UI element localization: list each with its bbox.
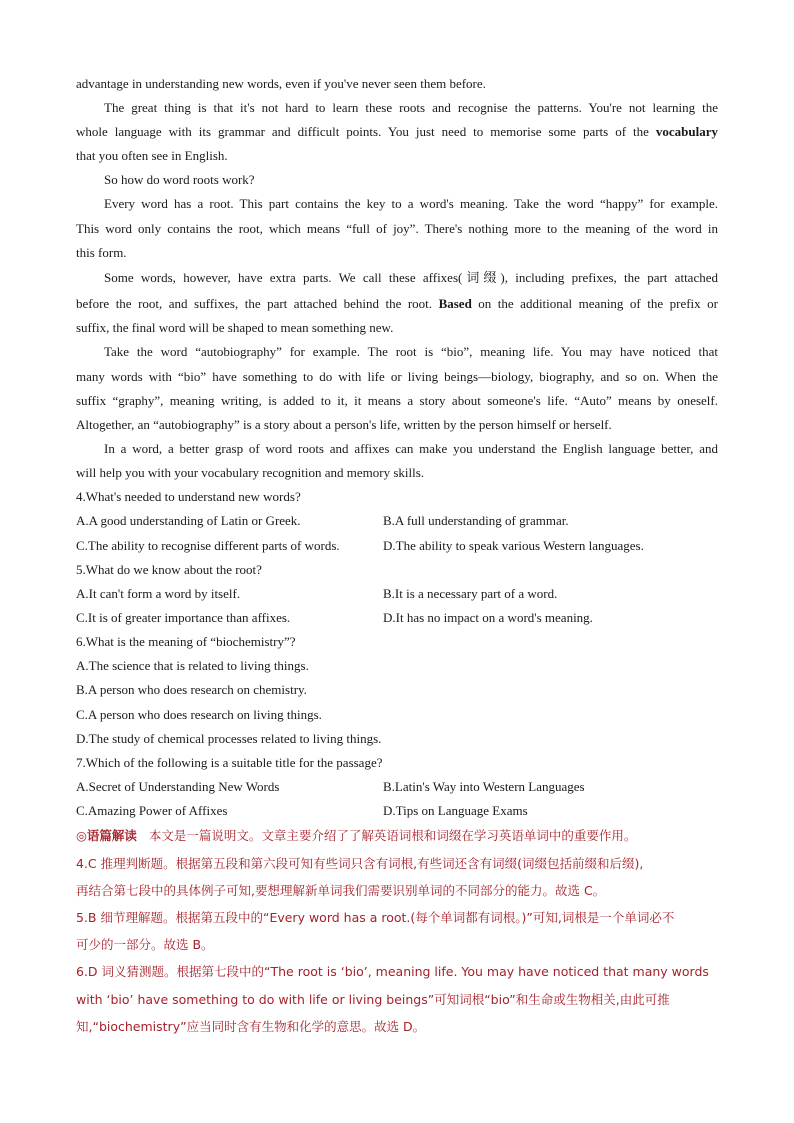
- analysis-line: 再结合第七段中的具体例子可知,要想理解新单词我们需要识别单词的不同部分的能力。故选 C。: [76, 883, 606, 898]
- passage-line: The great thing is that it's not hard to learn these roots and recognise the patterns. You're not learning the: [104, 100, 718, 115]
- answer-option: D.It has no impact on a word's meaning.: [383, 610, 593, 625]
- passage-line: Altogether, an “autobiography” is a story about a person's life, written by the person himself or herself.: [76, 417, 612, 432]
- analysis-line: 6.D 词义猜测题。根据第七段中的“The root is ‘bio’, meaning life. You may have noticed that many words: [76, 964, 709, 979]
- answer-option: A.It can't form a word by itself.: [76, 586, 241, 601]
- bold-word: vocabulary: [655, 124, 718, 139]
- passage-line: This word only contains the root, which means “full of joy”. There's nothing more to the meaning of the word in: [76, 221, 718, 236]
- answer-option: B.It is a necessary part of a word.: [383, 586, 558, 601]
- answer-option: C.Amazing Power of Affixes: [76, 803, 228, 818]
- passage-line: many words with “bio” have something to do with life or living beings—biology, biography, and so on. When the: [76, 369, 718, 384]
- answer-option: B.A full understanding of grammar.: [383, 513, 569, 528]
- analysis-line: 4.C 推理判断题。根据第五段和第六段可知有些词只含有词根,有些词还含有词缀(词缀包括前缀和后缀),: [76, 856, 644, 871]
- analysis-heading: [76, 827, 718, 845]
- analysis-summary: 本文是一篇说明文。文章主要介绍了了解英语词根和词缀在学习英语单词中的重要作用。: [148, 828, 637, 843]
- passage-line: [76, 123, 718, 141]
- passage-line: suffix, the final word will be shaped to mean something new.: [76, 320, 394, 335]
- answer-option: D.Tips on Language Exams: [383, 803, 528, 818]
- analysis-label: ◎语篇解读: [76, 828, 137, 843]
- bold-word: Based: [438, 296, 472, 311]
- answer-option: B.Latin's Way into Western Languages: [383, 779, 585, 794]
- passage-line: In a word, a better grasp of word roots and affixes can make you understand the English language better, and: [104, 441, 718, 456]
- answer-option: B.A person who does research on chemistry.: [76, 682, 307, 697]
- question-stem: 4.What's needed to understand new words?: [76, 489, 301, 504]
- text-run: before the root, and suffixes, the part attached behind the root.: [76, 296, 433, 311]
- passage-line: Every word has a root. This part contains the key to a word's meaning. Take the word “happy” for example.: [104, 196, 718, 211]
- question-stem: 5.What do we know about the root?: [76, 562, 262, 577]
- passage-line: [76, 295, 718, 313]
- answer-option: A.Secret of Understanding New Words: [76, 779, 280, 794]
- passage-line: Take the word “autobiography” for example. The root is “bio”, meaning life. You may have noticed that: [104, 344, 718, 359]
- answer-option: D.The ability to speak various Western languages.: [383, 538, 644, 553]
- analysis-line: with ‘bio’ have something to do with life or living beings”可知词根“bio”和生命或生物相关,由此可推: [76, 992, 670, 1007]
- passage-line: will help you with your vocabulary recognition and memory skills.: [76, 465, 425, 480]
- analysis-line: 可少的一部分。故选 B。: [76, 937, 214, 952]
- answer-option: C.A person who does research on living things.: [76, 707, 322, 722]
- analysis-line: 5.B 细节理解题。根据第五段中的“Every word has a root.(每个单词都有词根。)”可知,词根是一个单词必不: [76, 910, 675, 925]
- passage-line: Some words, however, have extra parts. We call these affixes(词缀), including prefixes, the part attached: [104, 270, 718, 285]
- passage-line: So how do word roots work?: [104, 172, 255, 187]
- question-stem: 7.Which of the following is a suitable title for the passage?: [76, 755, 383, 770]
- question-stem: 6.What is the meaning of “biochemistry”?: [76, 634, 296, 649]
- text-run: on the additional meaning of the prefix or: [478, 296, 718, 311]
- answer-option: C.The ability to recognise different parts of words.: [76, 538, 340, 553]
- passage-line: that you often see in English.: [76, 148, 228, 163]
- passage-line: suffix “graphy”, meaning writing, is added to it, it means a story about someone's life. “Auto” means by oneself.: [76, 393, 718, 408]
- answer-option: D.The study of chemical processes related to living things.: [76, 731, 382, 746]
- answer-option: C.It is of greater importance than affixes.: [76, 610, 291, 625]
- answer-option: A.A good understanding of Latin or Greek.: [76, 513, 301, 528]
- analysis-line: 知,“biochemistry”应当同时含有生物和化学的意思。故选 D。: [76, 1019, 426, 1034]
- answer-option: A.The science that is related to living things.: [76, 658, 309, 673]
- text-run: whole language with its grammar and difficult points. You just need to memorise some parts of the: [76, 124, 649, 139]
- passage-line: this form.: [76, 245, 127, 260]
- passage-line: advantage in understanding new words, even if you've never seen them before.: [76, 76, 486, 91]
